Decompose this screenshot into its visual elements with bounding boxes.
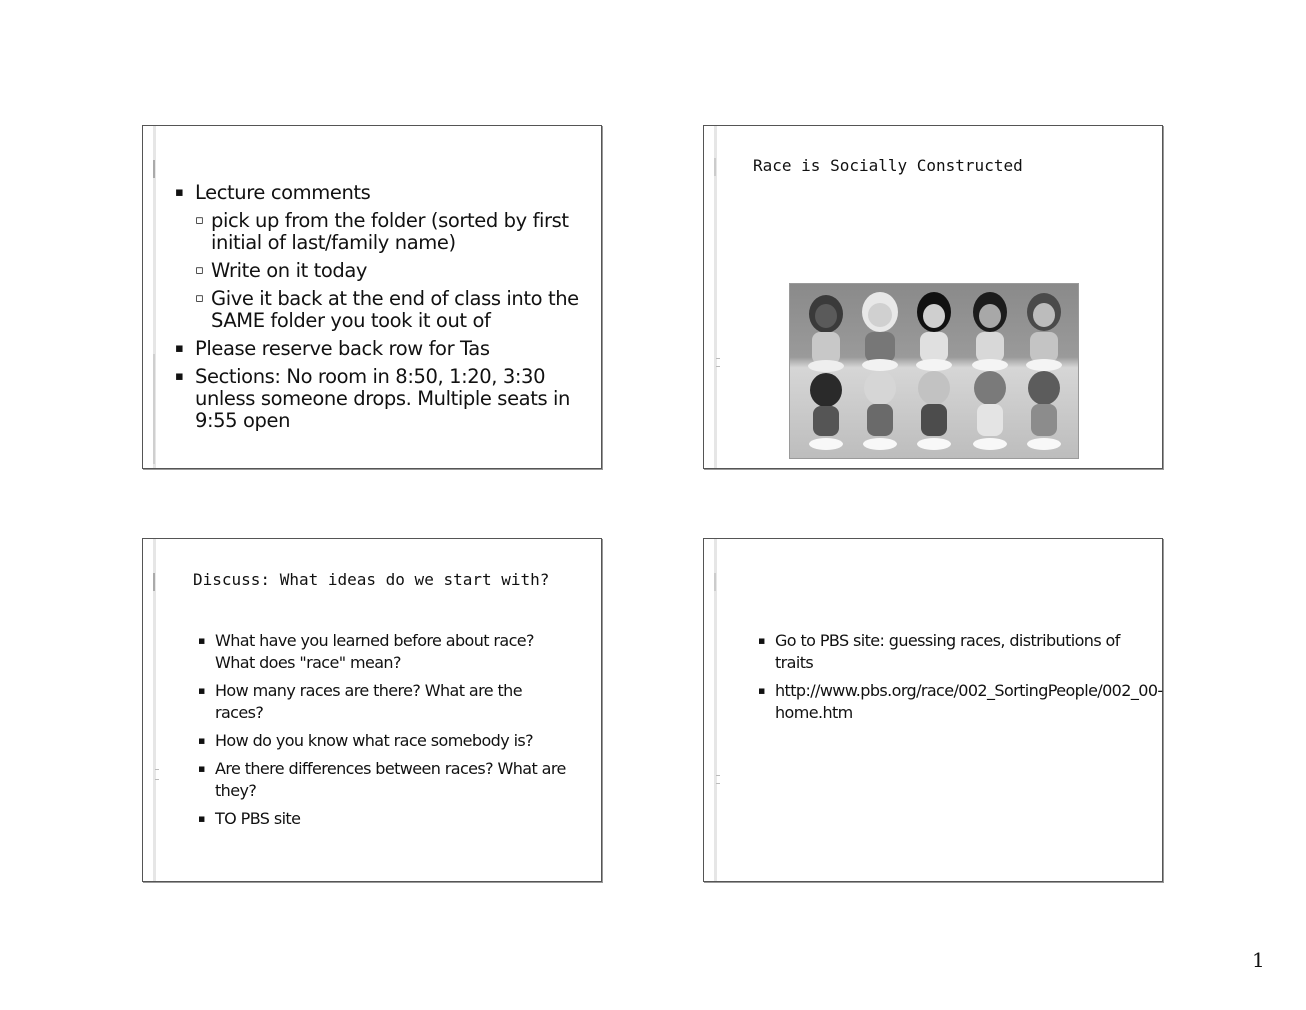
page-number: 1: [1252, 948, 1265, 972]
slide-2: [703, 125, 1163, 469]
bullet-item: ▪ http://www.pbs.org/race/002_SortingPeople/002_00-home.htm: [758, 680, 1143, 724]
slide-4: [703, 538, 1163, 882]
bullet-item: ▪ Sections: No room in 8:50, 1:20, 3:30 unless someone drops. Multiple seats in 9:55 open: [175, 366, 585, 432]
slide-title: Race is Socially Constructed: [753, 156, 1023, 175]
bullet-item: ▪ TO PBS site: [198, 808, 568, 830]
outline-tick: [716, 366, 720, 367]
outline-tick: [155, 769, 159, 770]
outline-marker: [153, 160, 155, 178]
sub-bullet-item: ▫ Give it back at the end of class into the SAME folder you took it out of: [195, 288, 585, 332]
outline-marker: [714, 573, 716, 591]
sub-bullet-item: ▫ pick up from the folder (sorted by first initial of last/family name): [195, 210, 585, 254]
slide-3: [142, 538, 602, 882]
bullet-item: ▪ Are there differences between races? What are they?: [198, 758, 568, 802]
bullet-item: ▪ What have you learned before about race? What does "race" mean?: [198, 630, 568, 674]
bullet-item: [175, 182, 585, 332]
dolls-photo: [789, 283, 1079, 459]
outline-marker: [714, 158, 716, 176]
sub-bullet-item: ▫ Write on it today: [195, 260, 585, 282]
bullet-list: [198, 630, 568, 836]
bullet-item: ▪ How many races are there? What are the races?: [198, 680, 568, 724]
outline-tick: [716, 775, 720, 776]
bullet-text: Lecture comments: [195, 181, 371, 204]
bullet-item: ▪ How do you know what race somebody is?: [198, 730, 568, 752]
outline-tick: [716, 783, 720, 784]
outline-bar: [153, 354, 155, 464]
bullet-item: ▪ Please reserve back row for Tas: [175, 338, 585, 360]
slide-title: Discuss: What ideas do we start with?: [193, 570, 550, 589]
outline-marker: [153, 573, 155, 591]
bullet-list: [175, 182, 585, 438]
outline-tick: [716, 358, 720, 359]
slide-1: [142, 125, 602, 469]
bullet-list: [758, 630, 1163, 730]
bullet-item: ▪ Go to PBS site: guessing races, distributions of traits: [758, 630, 1143, 674]
sub-bullet-list: [195, 210, 585, 332]
dolls-image: [790, 284, 1078, 458]
outline-tick: [155, 779, 159, 780]
